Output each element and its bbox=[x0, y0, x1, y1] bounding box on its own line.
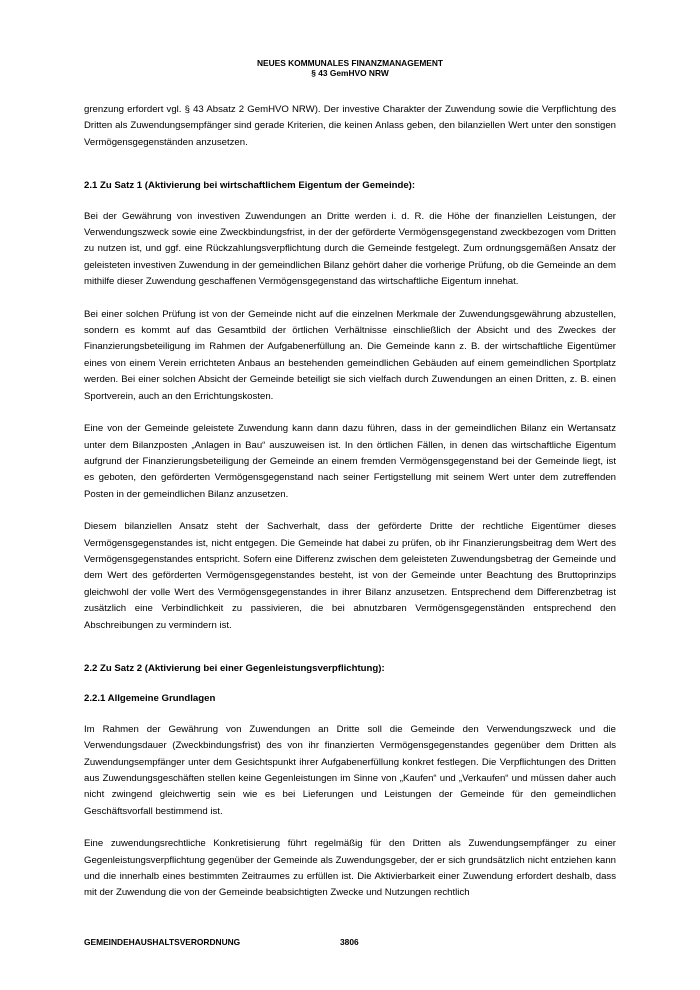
paragraph: Bei einer solchen Prüfung ist von der Gemeinde nicht auf die einzelnen Merkmale der Zuwendungsgewährung abzustellen, sondern es kommt auf das Gesamtbild der örtlichen Verhältnisse einschließlich der Absicht und des Zweckes der Finanzierungsbeteiligung im Rahmen der Aufgabenerfüllung an. Die Gemeinde kann z. B. der wirtschaftliche Eigentümer eines von einem Verein errichteten Anbaus an bestehenden gemeindlichen Gebäuden auf einem gemeindlichen Sportplatz werden. Bei einer solchen Absicht der Gemeinde beteiligt sie sich vielfach durch Zuwendungen an einen Dritten, z. B. einen Sportverein, auch an den Errichtungskosten. bbox=[84, 308, 616, 402]
subsection-heading-2-2-1: 2.2.1 Allgemeine Grundlagen bbox=[84, 693, 216, 705]
section-heading-2-1: 2.1 Zu Satz 1 (Aktivierung bei wirtschaftlichem Eigentum der Gemeinde): bbox=[84, 180, 416, 192]
paragraph: Diesem bilanziellen Ansatz steht der Sachverhalt, dass der geförderte Dritte der rechtliche Eigentümer dieses Vermögensgegenstandes ist, nicht entgegen. Die Gemeinde hat dabei zu prüfen, ob ihr Finanzierungsbeitrag dem Wert des Vermögensgegenstandes entspricht. Sofern eine Differenz zwischen dem geleisteten Zuwendungsbetrag der Gemeinde und dem Wert des geförderten Vermögensgegenstandes besteht, ist von der Gemeinde unter Beachtung des Bruttoprinzips gleichwohl der volle Wert des Vermögensgegenstandes in ihrer Bilanz anzusetzen. Entsprechend dem Differenzbetrag ist zusätzlich eine Verbindlichkeit zu passivieren, die bei abnutzbaren Vermögensgegenständen entsprechend den Abschreibungen zu vermindern ist. bbox=[84, 521, 616, 631]
paragraph-intro: grenzung erfordert vgl. § 43 Absatz 2 GemHVO NRW). Der investive Charakter der Zuwendung sowie die Verpflichtung des Dritten als Zuwendungsempfänger sind gerade Kriterien, die keinen Anlass geben, den bilanziellen Wert unter den sonstigen Vermögensgegenständen anzusetzen. bbox=[84, 104, 616, 148]
header-subtitle: § 43 GemHVO NRW bbox=[311, 68, 389, 78]
section-heading-2-2: 2.2 Zu Satz 2 (Aktivierung bei einer Gegenleistungsverpflichtung): bbox=[84, 662, 385, 674]
paragraph: Eine von der Gemeinde geleistete Zuwendung kann dann dazu führen, dass in der gemeindlichen Bilanz ein Wertansatz unter dem Bilanzposten „Anlagen in Bau“ auszuweisen ist. In den örtlichen Fällen, in denen das wirtschaftliche Eigentum aufgrund der Finanzierungsbeteiligung der Gemeinde an einem fremden Vermögensgegenstand bei der Gemeinde liegt, ist es geboten, den geförderten Vermögensgegenstand nach seiner Fertigstellung mit seinem Wert unter dem zutreffenden Posten in der gemeindlichen Bilanz anzusetzen. bbox=[84, 423, 616, 500]
page-number: 3806 bbox=[340, 937, 359, 947]
header-title: NEUES KOMMUNALES FINANZMANAGEMENT bbox=[256, 58, 444, 68]
paragraph: Eine zuwendungsrechtliche Konkretisierung führt regelmäßig für den Dritten als Zuwendungsempfänger zu einer Gegenleistungsverpflichtung gegenüber der Gemeinde als Zuwendungsgeber, der er sich grundsätzlich nicht entziehen kann und die innerhalb eines bestimmten Zeitraumes zu erfüllen ist. Die Aktivierbarkeit einer Zuwendung erfordert deshalb, dass mit der Zuwendung die von der Gemeinde beabsichtigten Zwecke und Nutzungen rechtlich bbox=[84, 838, 616, 899]
paragraph: Bei der Gewährung von investiven Zuwendungen an Dritte werden i. d. R. die Höhe der finanziellen Leistungen, der Verwendungszweck sowie eine Zweckbindungsfrist, in der der geförderte Vermögensgegenstand zweckbezogen vom Dritten zu nutzen ist, und ggf. eine Rückzahlungsverpflichtung durch die Gemeinde festgelegt. Zum ordnungsgemäßen Ansatz der geleisteten investiven Zuwendung in der gemeindlichen Bilanz gehört daher die vorherige Prüfung, ob die Gemeinde an dem mithilfe dieser Zuwendung geschaffenen Vermögensgegenstand das wirtschaftliche Eigentum innehat. bbox=[84, 210, 616, 288]
paragraph: Im Rahmen der Gewährung von Zuwendungen an Dritte soll die Gemeinde den Verwendungszweck und die Verwendungsdauer (Zweckbindungsfrist) des von ihr finanzierten Vermögensgegenstandes gegenüber dem Dritten als Zuwendungsempfänger unter dem Gesichtspunkt ihrer Aufgabenerfüllung konkret festlegen. Die Verpflichtungen des Dritten aus Zuwendungsgeschäften stellen keine Gegenleistungen im Sinne von „Kaufen“ und „Verkaufen“ und müssen daher auch nicht zwingend gleichwertig sein wie es bei Lieferungen und Leistungen der Gemeinde für den gemeindlichen Geschäftsvorfall bestimmend ist. bbox=[84, 723, 616, 817]
page-header bbox=[0, 58, 700, 78]
footer-title: GEMEINDEHAUSHALTSVERORDNUNG bbox=[84, 937, 241, 947]
page-body bbox=[84, 102, 616, 902]
